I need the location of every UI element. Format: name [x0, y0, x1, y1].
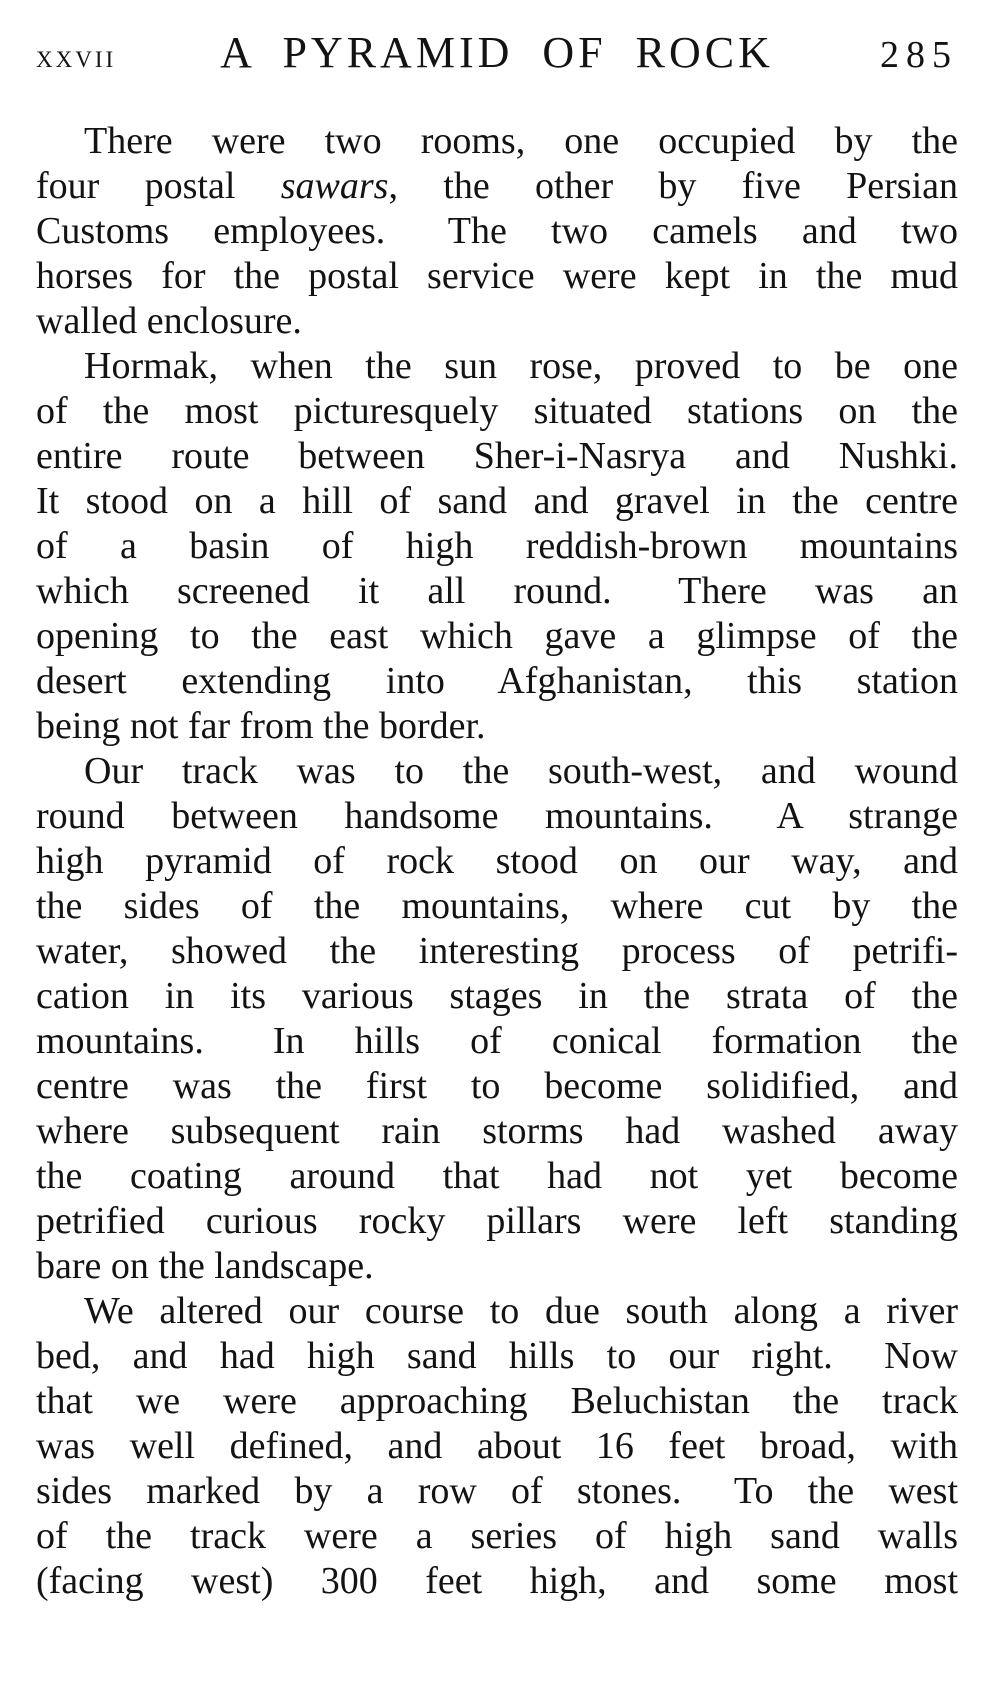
text-line: which screened it all round. There was an — [36, 570, 958, 612]
text-line — [36, 164, 958, 209]
text-line: horses for the postal service were kept in the mud — [36, 255, 958, 297]
text-line: Customs employees. The two camels and two — [36, 210, 958, 252]
text-segment: , the other by five Persian — [388, 165, 959, 207]
paragraph — [36, 119, 958, 344]
chapter-number: XXVII — [36, 47, 117, 72]
page-number: 285 — [880, 34, 958, 76]
text-line: that we were approaching Beluchistan the track — [36, 1380, 958, 1422]
text-line: There were two rooms, one occupied by the — [84, 120, 958, 162]
page-title: A PYRAMID OF ROCK — [220, 28, 774, 77]
text-line: being not far from the border. — [36, 705, 486, 747]
text-line: entire route between Sher-i-Nasrya and Nushki. — [36, 435, 958, 477]
text-segment: four postal — [36, 165, 281, 207]
text-line: Hormak, when the sun rose, proved to be one — [84, 345, 958, 387]
text-line: where subsequent rain storms had washed away — [36, 1110, 958, 1152]
page-body — [36, 119, 958, 1604]
paragraph — [36, 344, 958, 749]
text-line: cation in its various stages in the strata of the — [36, 975, 958, 1017]
paragraph — [36, 749, 958, 1289]
text-line: bare on the landscape. — [36, 1245, 374, 1287]
text-line: walled enclosure. — [36, 300, 302, 342]
text-line: Our track was to the south-west, and wound — [84, 750, 958, 792]
text-line: It stood on a hill of sand and gravel in the centre — [36, 480, 958, 522]
text-line: opening to the east which gave a glimpse of the — [36, 615, 958, 657]
text-line: mountains. In hills of conical formation the — [36, 1020, 958, 1062]
text-line: the sides of the mountains, where cut by the — [36, 885, 958, 927]
text-line: was well defined, and about 16 feet broad, with — [36, 1425, 958, 1467]
text-line: water, showed the interesting process of petrifi- — [36, 930, 958, 972]
text-line: of the most picturesquely situated stations on the — [36, 390, 958, 432]
text-line: of a basin of high reddish-brown mountains — [36, 525, 958, 567]
text-line: bed, and had high sand hills to our right. Now — [36, 1335, 958, 1377]
text-line: high pyramid of rock stood on our way, and — [36, 840, 958, 882]
text-line: We altered our course to due south along a river — [84, 1290, 958, 1332]
text-line: (facing west) 300 feet high, and some most — [36, 1560, 958, 1602]
text-line: centre was the first to become solidified, and — [36, 1065, 958, 1107]
page-header — [36, 26, 958, 87]
text-line: round between handsome mountains. A strange — [36, 795, 958, 837]
italic-term: sawars — [280, 165, 389, 207]
text-line: petrified curious rocky pillars were left standing — [36, 1200, 958, 1242]
text-line: of the track were a series of high sand walls — [36, 1515, 958, 1557]
paragraph — [36, 1289, 958, 1604]
text-line: sides marked by a row of stones. To the west — [36, 1470, 958, 1512]
text-line: desert extending into Afghanistan, this station — [36, 660, 958, 702]
text-line: the coating around that had not yet become — [36, 1155, 958, 1197]
